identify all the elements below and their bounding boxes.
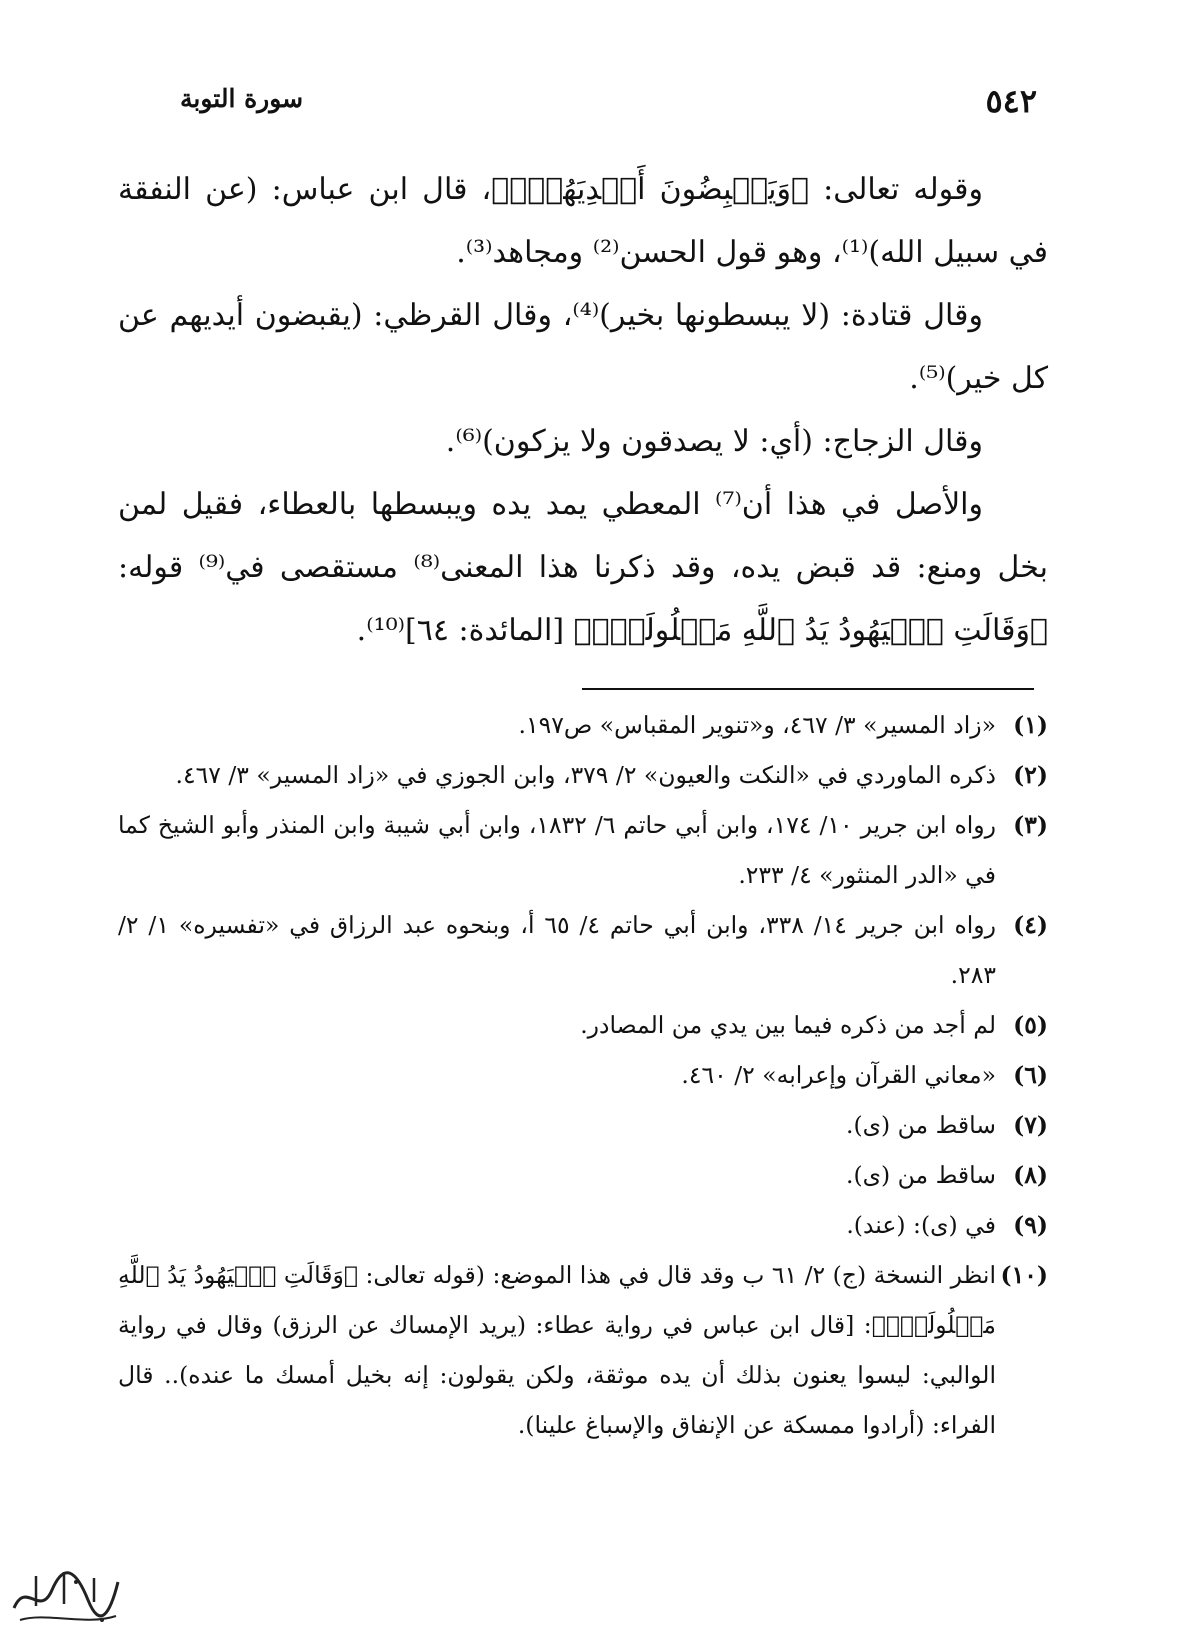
footnote-number: (٧) xyxy=(1013,1111,1048,1139)
footnote-number: (٢) xyxy=(1013,761,1048,789)
footnote xyxy=(118,900,1048,1000)
footnote-text: «زاد المسير» ٣/ ٤٦٧، و«تنوير المقباس» ص١٩٧. xyxy=(518,711,996,739)
page-number: ٥٤٢ xyxy=(985,82,1037,120)
main-paragraph: وقال الزجاج: (أي: لا يصدقون ولا يزكون)⁽⁶⁾. xyxy=(445,424,983,459)
footnote-number: (٨) xyxy=(1013,1161,1048,1189)
calligraphy-stamp-logo xyxy=(6,1560,124,1630)
footnote-number: (١) xyxy=(1013,711,1048,739)
footnote-text: ذكره الماوردي في «النكت والعيون» ٢/ ٣٧٩، وابن الجوزي في «زاد المسير» ٣/ ٤٦٧. xyxy=(175,761,996,789)
footnote-text: انظر النسخة (ج) ٢/ ٦١ ب وقد قال في هذا الموضع: (قوله تعالى: ﴿وَقَالَتِ ٱلۡيَهُودُ يَدُ ٱللَّهِ مَغۡلُولَةٌۚ﴾: [قال ابن عباس في رواية عطاء: (يريد الإمساك عن الرزق) وقال في رواية الوالبي: ليسوا يعنون بذلك أن يده موثقة، ولكن يقولون: إنه بخيل أمسك ما عنده).. قال الفراء: (أرادوا ممسكة عن الإنفاق والإسباغ علينا). xyxy=(118,1261,996,1439)
footnote-text: رواه ابن جرير ١٤/ ٣٣٨، وابن أبي حاتم ٤/ ٦٥ أ، وبنحوه عبد الرزاق في «تفسيره» ١/ ٢/ ٢٨٣. xyxy=(118,911,996,989)
main-paragraph: وقال قتادة: (لا يبسطونها بخير)⁽⁴⁾، وقال القرظي: (يقبضون أيديهم عن كل خير)⁽⁵⁾. xyxy=(118,298,1048,396)
footnotes xyxy=(118,700,1048,1450)
footnote-number: (٤) xyxy=(1013,911,1048,939)
footnote xyxy=(118,1200,1048,1250)
main-text xyxy=(118,158,1048,662)
footnote-number: (٦) xyxy=(1013,1061,1048,1089)
footnote-number: (٣) xyxy=(1013,811,1048,839)
footnote-text: لم أجد من ذكره فيما بين يدي من المصادر. xyxy=(580,1011,996,1039)
footnote xyxy=(118,750,1048,800)
footnote xyxy=(118,1150,1048,1200)
footnote xyxy=(118,1250,1048,1450)
footnote xyxy=(118,700,1048,750)
footnote xyxy=(118,1000,1048,1050)
footnote-text: ساقط من (ى). xyxy=(845,1111,996,1139)
footnote xyxy=(118,800,1048,900)
footnote-number: (١٠) xyxy=(1000,1261,1048,1289)
footnote-number: (٥) xyxy=(1013,1011,1048,1039)
footnote-text: رواه ابن جرير ١٠/ ١٧٤، وابن أبي حاتم ٦/ ١٨٣٢، وابن أبي شيبة وابن المنذر وأبو الشيخ كما في «الدر المنثور» ٤/ ٢٣٣. xyxy=(118,811,996,889)
running-title: سورة التوبة xyxy=(180,84,304,113)
footnote-number: (٩) xyxy=(1013,1211,1048,1239)
footnote-text: «معاني القرآن وإعرابه» ٢/ ٤٦٠. xyxy=(681,1061,996,1089)
footnote-text: في (ى): (عند). xyxy=(846,1211,996,1239)
main-paragraph: وقوله تعالى: ﴿وَيَقۡبِضُونَ أَيۡدِيَهُمۡۚ﴾، قال ابن عباس: (عن النفقة في سبيل الله)⁽¹⁾، وهو قول الحسن⁽²⁾ ومجاهد⁽³⁾. xyxy=(118,172,1048,270)
footnote xyxy=(118,1100,1048,1150)
main-paragraph: والأصل في هذا أن⁽⁷⁾ المعطي يمد يده ويبسطها بالعطاء، فقيل لمن بخل ومنع: قد قبض يده، وقد ذكرنا هذا المعنى⁽⁸⁾ مستقصى في⁽⁹⁾ قوله: ﴿وَقَالَتِ ٱلۡيَهُودُ يَدُ ٱللَّهِ مَغۡلُولَةٌۚ﴾ [المائدة: ٦٤]⁽¹⁰⁾. xyxy=(118,487,1048,648)
footnote-divider xyxy=(582,688,1034,690)
footnote xyxy=(118,1050,1048,1100)
footnote-text: ساقط من (ى). xyxy=(845,1161,996,1189)
